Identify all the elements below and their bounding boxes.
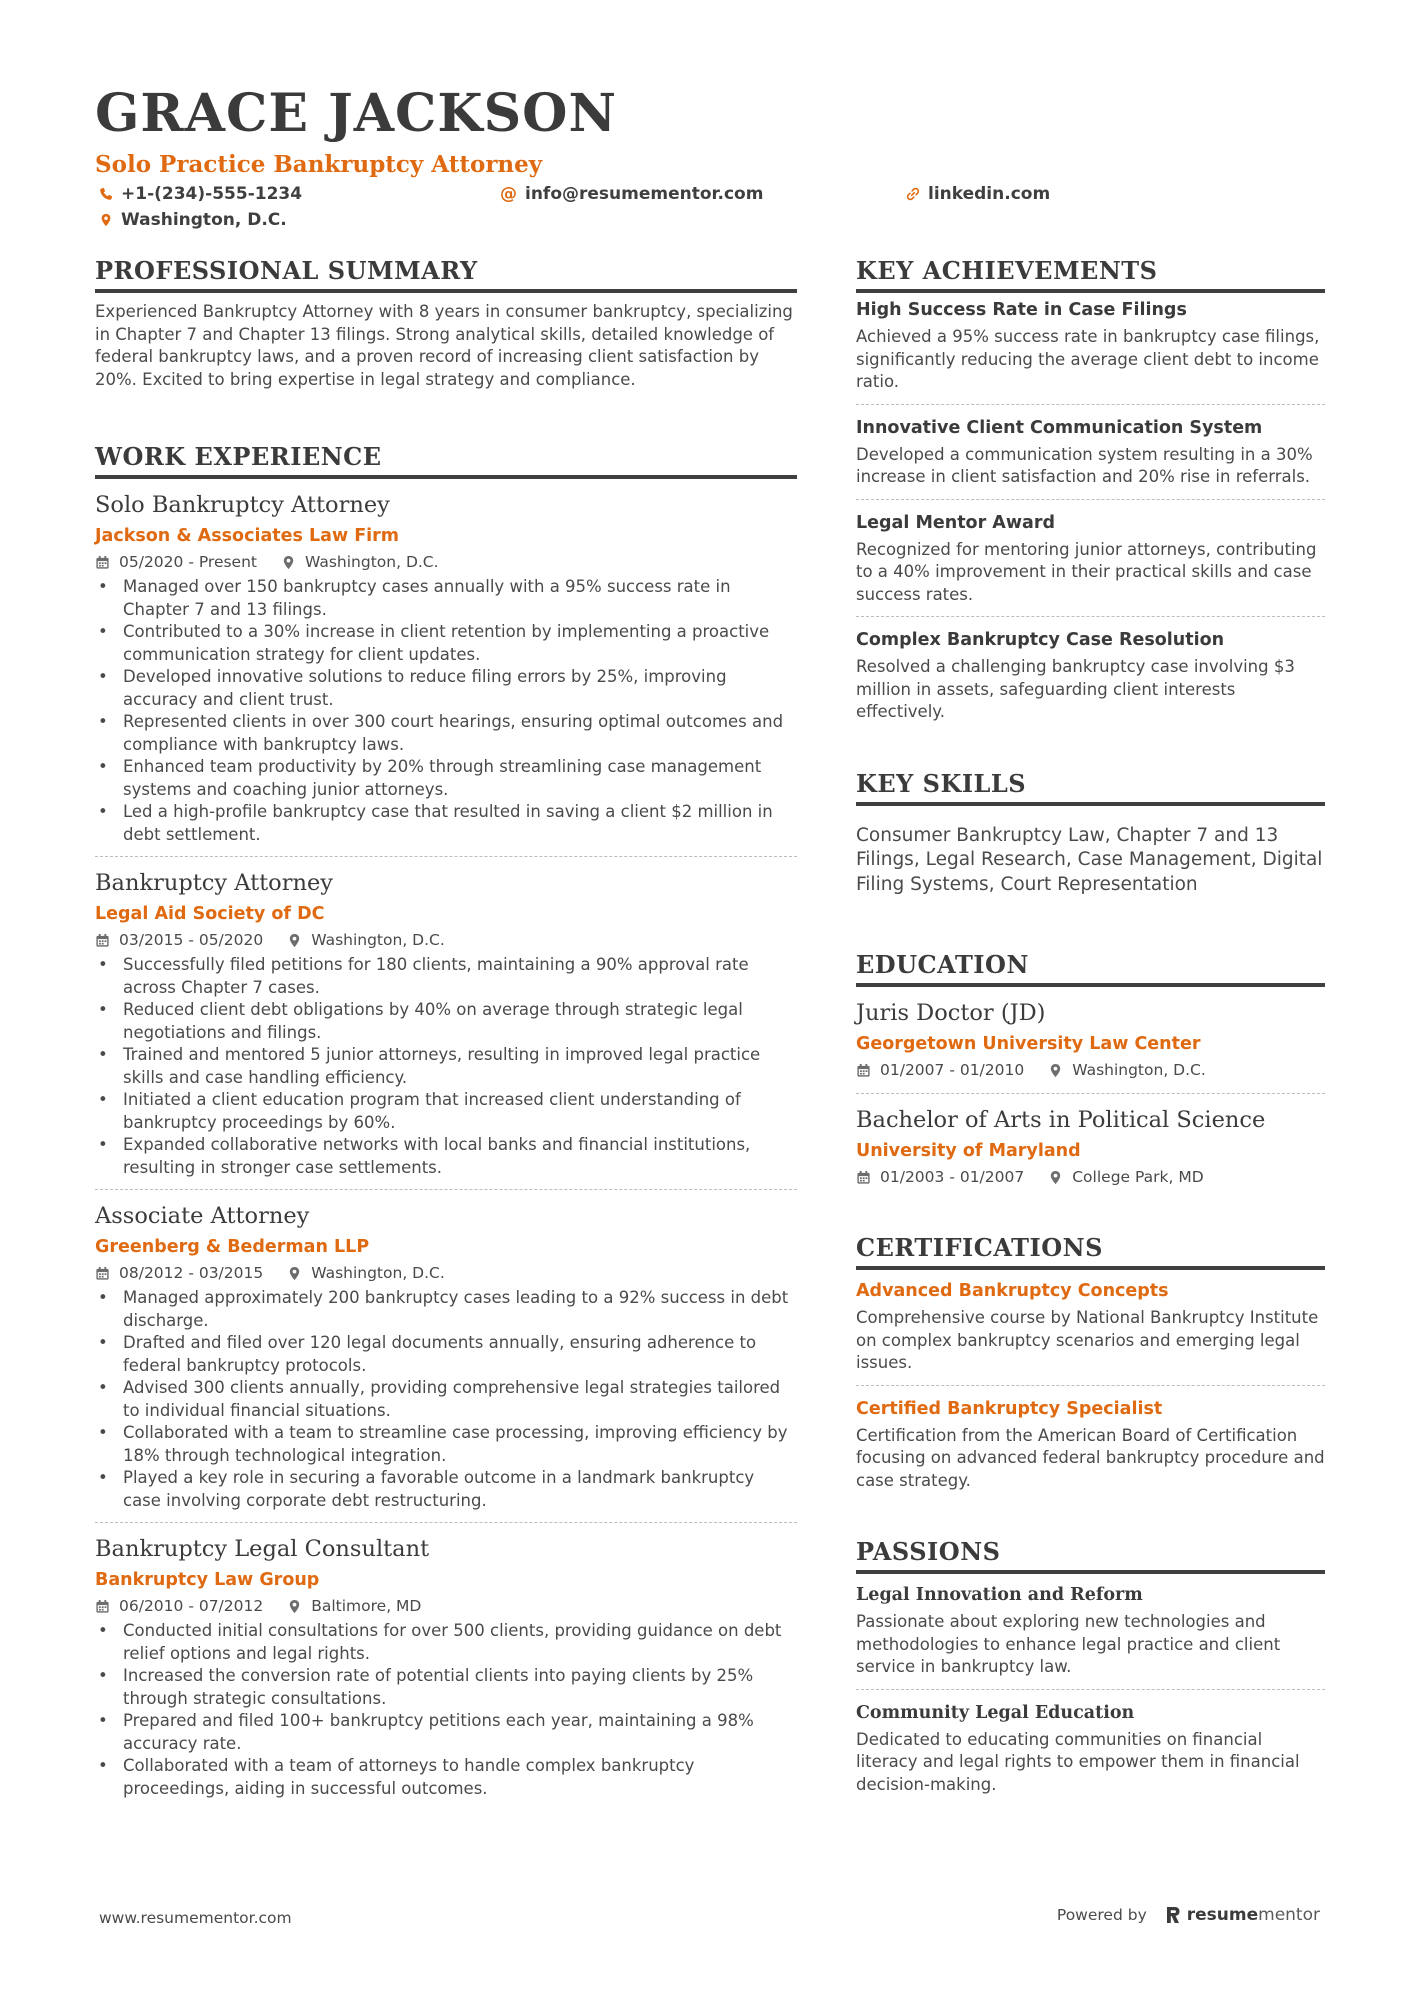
list-item: • Managed approximately 200 bankruptcy cases leading to a 92% success in debt discharge. bbox=[95, 1287, 797, 1332]
list-item: • Played a key role in securing a favorable outcome in a landmark bankruptcy case involving corporate debt restructuring. bbox=[95, 1467, 797, 1512]
list-item: • Managed over 150 bankruptcy cases annually with a 95% success rate in Chapter 7 and 13 filings. bbox=[95, 576, 797, 621]
job-location: Baltimore, MD bbox=[311, 1597, 422, 1615]
degree-title: Bachelor of Arts in Political Science bbox=[856, 1107, 1266, 1133]
contact-linkedin[interactable] bbox=[906, 184, 1050, 204]
experience-heading: WORK EXPERIENCE bbox=[95, 441, 797, 479]
passion-desc: Passionate about exploring new technologies and methodologies to enhance legal practice and client service in bankruptcy law. bbox=[856, 1612, 1281, 1676]
job-location: Washington, D.C. bbox=[311, 1264, 445, 1282]
list-item: • Drafted and filed over 120 legal documents annually, ensuring adherence to federal bankruptcy protocols. bbox=[95, 1332, 797, 1377]
achievement-desc: Resolved a challenging bankruptcy case involving $3 million in assets, safeguarding client interests effectively. bbox=[856, 657, 1295, 721]
job-bullets bbox=[95, 576, 797, 846]
list-item: • Initiated a client education program that increased client understanding of bankruptcy proceedings by 60%. bbox=[95, 1089, 797, 1134]
brand-name-light: mentor bbox=[1258, 1905, 1320, 1925]
location-pin-icon bbox=[287, 1266, 302, 1281]
right-column bbox=[856, 255, 1325, 1806]
location-pin-icon bbox=[99, 213, 113, 227]
certification-title: Advanced Bankruptcy Concepts bbox=[856, 1281, 1169, 1301]
company-name: Greenberg & Bederman LLP bbox=[95, 1237, 370, 1257]
brand-name-bold: resume bbox=[1186, 1905, 1259, 1925]
location-pin-icon bbox=[287, 933, 302, 948]
list-item: • Expanded collaborative networks with local banks and financial institutions, resulting in stronger case settlements. bbox=[95, 1134, 797, 1179]
education-meta bbox=[856, 1059, 1325, 1081]
list-item: • Enhanced team productivity by 20% through streamlining case management systems and coaching junior attorneys. bbox=[95, 756, 797, 801]
achievement-item bbox=[856, 499, 1325, 617]
list-item: • Collaborated with a team of attorneys to handle complex bankruptcy proceedings, aiding in successful outcomes. bbox=[95, 1755, 797, 1800]
certification-desc: Comprehensive course by National Bankruptcy Institute on complex bankruptcy scenarios and emerging legal issues. bbox=[856, 1308, 1319, 1372]
list-item: • Increased the conversion rate of potential clients into paying clients by 25% through strategic consultations. bbox=[95, 1665, 797, 1710]
education-dates: 01/2003 - 01/2007 bbox=[880, 1168, 1025, 1186]
location-pin-icon bbox=[1048, 1063, 1063, 1078]
job-dates: 08/2012 - 03/2015 bbox=[119, 1264, 264, 1282]
list-item: • Reduced client debt obligations by 40% on average through strategic legal negotiations and filings. bbox=[95, 999, 797, 1044]
certification-desc: Certification from the American Board of Certification focusing on advanced federal bankruptcy procedure and case strategy. bbox=[856, 1425, 1325, 1490]
education-location: College Park, MD bbox=[1072, 1168, 1204, 1186]
passion-item bbox=[856, 1574, 1325, 1689]
location-pin-icon bbox=[287, 1599, 302, 1614]
candidate-name: GRACE JACKSON bbox=[95, 83, 618, 144]
achievement-title: Innovative Client Communication System bbox=[856, 417, 1263, 438]
job-dates: 03/2015 - 05/2020 bbox=[119, 931, 264, 949]
achievement-desc: Developed a communication system resulting in a 30% increase in client satisfaction and 20% rise in referrals. bbox=[856, 444, 1313, 486]
job-location: Washington, D.C. bbox=[311, 931, 445, 949]
list-item: • Prepared and filed 100+ bankruptcy petitions each year, maintaining a 98% accuracy rate. bbox=[95, 1710, 797, 1755]
candidate-title: Solo Practice Bankruptcy Attorney bbox=[95, 151, 543, 178]
resume-page bbox=[95, 80, 1325, 1798]
achievement-item bbox=[856, 404, 1325, 499]
footer-website[interactable]: www.resumementor.com bbox=[99, 1909, 292, 1927]
achievements-heading: KEY ACHIEVEMENTS bbox=[856, 255, 1325, 293]
education-item bbox=[856, 1093, 1325, 1192]
passion-item bbox=[856, 1689, 1325, 1807]
list-item: • Advised 300 clients annually, providing comprehensive legal strategies tailored to individual financial situations. bbox=[95, 1377, 797, 1422]
education-dates: 01/2007 - 01/2010 bbox=[880, 1061, 1025, 1079]
phone-text: +1-(234)-555-1234 bbox=[121, 184, 303, 204]
calendar-icon bbox=[856, 1063, 871, 1078]
list-item: • Represented clients in over 300 court hearings, ensuring optimal outcomes and compliance with bankruptcy laws. bbox=[95, 711, 797, 756]
education-meta bbox=[856, 1166, 1325, 1188]
calendar-icon bbox=[95, 1599, 110, 1614]
list-item: • Conducted initial consultations for over 500 clients, providing guidance on debt relief options and legal rights. bbox=[95, 1620, 797, 1665]
location-text: Washington, D.C. bbox=[121, 210, 287, 230]
job-title: Solo Bankruptcy Attorney bbox=[95, 492, 390, 518]
email-text: info@resumementor.com bbox=[525, 184, 764, 204]
resumementor-logo-icon bbox=[1165, 1905, 1181, 1925]
linkedin-text: linkedin.com bbox=[928, 184, 1051, 204]
skills-heading: KEY SKILLS bbox=[856, 768, 1325, 806]
job-location: Washington, D.C. bbox=[305, 553, 439, 571]
degree-title: Juris Doctor (JD) bbox=[856, 1000, 1046, 1026]
list-item: • Trained and mentored 5 junior attorneys, resulting in improved legal practice skills and case handling efficiency. bbox=[95, 1044, 797, 1089]
education-item bbox=[856, 987, 1325, 1085]
list-item: • Successfully filed petitions for 180 clients, maintaining a 90% approval rate across Chapter 7 cases. bbox=[95, 954, 797, 999]
brand-logo[interactable] bbox=[1165, 1905, 1320, 1925]
certifications-heading: CERTIFICATIONS bbox=[856, 1232, 1325, 1270]
passion-desc: Dedicated to educating communities on financial literacy and legal rights to empower them in financial decision-making. bbox=[856, 1729, 1300, 1794]
contact-email[interactable] bbox=[500, 184, 763, 204]
achievement-desc: Achieved a 95% success rate in bankruptcy case filings, significantly reducing the average client debt to income ratio. bbox=[856, 327, 1320, 391]
calendar-icon bbox=[856, 1170, 871, 1185]
certification-title: Certified Bankruptcy Specialist bbox=[856, 1398, 1163, 1419]
calendar-icon bbox=[95, 1266, 110, 1281]
at-icon: @ bbox=[500, 184, 517, 204]
footer-brand bbox=[1057, 1905, 1320, 1925]
certification-item bbox=[856, 1385, 1325, 1503]
achievement-item bbox=[856, 616, 1325, 734]
achievement-item bbox=[856, 293, 1325, 404]
passion-title: Legal Innovation and Reform bbox=[856, 1585, 1143, 1605]
list-item: • Contributed to a 30% increase in client retention by implementing a proactive communication strategy for client updates. bbox=[95, 621, 797, 666]
calendar-icon bbox=[95, 555, 110, 570]
achievement-desc: Recognized for mentoring junior attorneys, contributing to a 40% improvement in their practical skills and case success rates. bbox=[856, 539, 1317, 604]
summary-heading: PROFESSIONAL SUMMARY bbox=[95, 255, 797, 293]
job-entry bbox=[95, 479, 797, 846]
certification-item bbox=[856, 1270, 1325, 1385]
location-pin-icon bbox=[1048, 1170, 1063, 1185]
job-entry bbox=[95, 1189, 797, 1512]
contact-location bbox=[99, 210, 287, 230]
achievement-title: Legal Mentor Award bbox=[856, 512, 1055, 533]
job-bullets bbox=[95, 1620, 797, 1800]
job-entry bbox=[95, 856, 797, 1179]
calendar-icon bbox=[95, 933, 110, 948]
school-name: Georgetown University Law Center bbox=[856, 1034, 1201, 1054]
education-location: Washington, D.C. bbox=[1072, 1061, 1206, 1079]
job-meta bbox=[95, 551, 797, 573]
summary-text: Experienced Bankruptcy Attorney with 8 years in consumer bankruptcy, specializing in Chapter 7 and Chapter 13 filings. Strong analytical skills, detailed knowledge of federal bankruptcy laws, and a proven record of increasing client satisfaction by 20%. Excited to bring expertise in legal strategy and compliance. bbox=[95, 302, 793, 389]
location-pin-icon bbox=[281, 555, 296, 570]
company-name: Jackson & Associates Law Firm bbox=[95, 526, 400, 546]
achievement-title: High Success Rate in Case Filings bbox=[856, 300, 1187, 320]
list-item: • Collaborated with a team to streamline case processing, improving efficiency by 18% through technological integration. bbox=[95, 1422, 797, 1467]
job-meta bbox=[95, 1595, 797, 1617]
job-bullets bbox=[95, 1287, 797, 1512]
achievement-title: Complex Bankruptcy Case Resolution bbox=[856, 630, 1225, 650]
contact-bar bbox=[95, 184, 1325, 238]
job-entry bbox=[95, 1522, 797, 1800]
company-name: Bankruptcy Law Group bbox=[95, 1570, 320, 1590]
link-icon bbox=[906, 187, 920, 201]
passion-title: Community Legal Education bbox=[856, 1702, 1135, 1723]
skills-text: Consumer Bankruptcy Law, Chapter 7 and 13 Filings, Legal Research, Case Management, Digital Filing Systems, Court Representation bbox=[856, 824, 1323, 895]
job-bullets bbox=[95, 954, 797, 1179]
job-title: Bankruptcy Legal Consultant bbox=[95, 1536, 430, 1562]
job-meta bbox=[95, 1262, 797, 1284]
list-item: • Developed innovative solutions to reduce filing errors by 25%, improving accuracy and client trust. bbox=[95, 666, 797, 711]
job-meta bbox=[95, 929, 797, 951]
powered-by-label: Powered by bbox=[1056, 1906, 1147, 1924]
passions-heading: PASSIONS bbox=[856, 1536, 1325, 1574]
left-column bbox=[95, 255, 797, 1800]
school-name: University of Maryland bbox=[856, 1141, 1081, 1161]
job-title: Associate Attorney bbox=[95, 1203, 310, 1229]
company-name: Legal Aid Society of DC bbox=[95, 904, 325, 924]
list-item: • Led a high-profile bankruptcy case that resulted in saving a client $2 million in debt settlement. bbox=[95, 801, 797, 846]
phone-icon bbox=[99, 187, 113, 201]
job-dates: 05/2020 - Present bbox=[119, 553, 257, 571]
education-heading: EDUCATION bbox=[856, 949, 1325, 987]
job-title: Bankruptcy Attorney bbox=[95, 870, 333, 896]
job-dates: 06/2010 - 07/2012 bbox=[119, 1597, 264, 1615]
contact-phone[interactable] bbox=[99, 184, 302, 204]
